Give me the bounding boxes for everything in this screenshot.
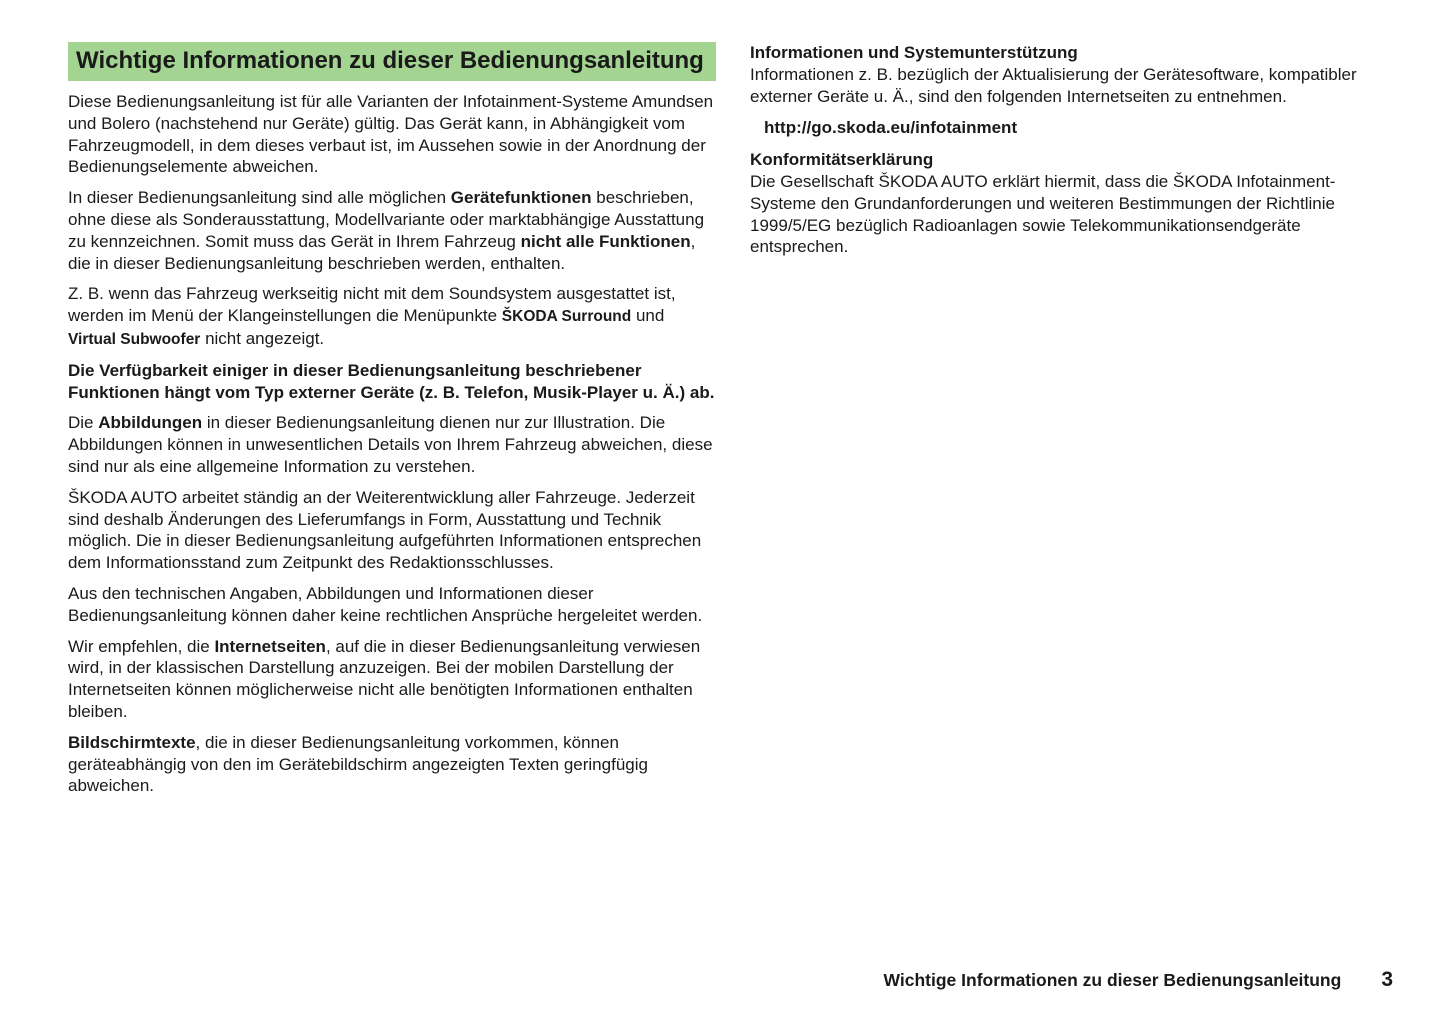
paragraph xyxy=(68,487,716,574)
page-footer xyxy=(884,968,1393,992)
text-segment: In dieser Bedienungsanleitung sind alle möglichen xyxy=(68,188,451,208)
text-segment: in dieser Bedienungsanleitung dienen nur zur Illustration. Die Abbildungen können in unwesentlichen Details von Ihrem Fahrzeug abweichen, diese sind nur als eine allgemeine Information zu verstehen. xyxy=(68,413,713,476)
text-segment: , die in dieser Bedienungsanleitung beschrieben werden, enthalten. xyxy=(68,231,696,273)
paragraph xyxy=(68,187,716,274)
text-segment: Aus den technischen Angaben, Abbildungen und Informationen dieser Bedienungsanleitung können daher keine rechtlichen Ansprüche hergeleitet werden. xyxy=(68,583,703,625)
paragraph xyxy=(68,636,716,723)
menu-item-text: Virtual Subwoofer xyxy=(68,330,201,348)
paragraph xyxy=(68,583,716,627)
text-segment: Diese Bedienungsanleitung ist für alle Varianten der Infotainment-Systeme Amundsen und Bolero (nachstehend nur Geräte) gültig. Das Gerät kann, in Abhängigkeit vom Fahrzeugmodell, in dem dieses verbaut ist, im Aussehen sowie in der Anordnung der Bedienungselemente abweichen. xyxy=(68,92,714,177)
text-segment: nicht angezeigt. xyxy=(200,328,325,348)
paragraph xyxy=(68,732,716,797)
page-title: Wichtige Informationen zu dieser Bedienungsanleitung xyxy=(76,47,704,74)
text-segment: , die in dieser Bedienungsanleitung vorkommen, können geräteabhängig von den im Gerätebildschirm angezeigten Texten geringfügig abweichen. xyxy=(68,732,648,796)
infotainment-link[interactable]: http://go.skoda.eu/infotainment xyxy=(764,118,1018,138)
bold-text: nicht alle Funktionen xyxy=(520,231,691,251)
text-segment: ŠKODA AUTO arbeitet ständig an der Weiterentwicklung aller Fahrzeuge. Jederzeit sind deshalb Änderungen des Lieferumfangs in Form, Ausstattung und Technik möglich. Die in dieser Bedienungsanleitung aufgeführten Informationen entsprechen dem Informationsstand zum Zeitpunkt des Redaktionsschlusses. xyxy=(68,487,702,573)
bold-text: Gerätefunktionen xyxy=(450,188,592,208)
text-segment: Wir empfehlen, die xyxy=(68,636,215,656)
paragraph xyxy=(68,283,716,350)
menu-item-text: ŠKODA Surround xyxy=(501,308,632,326)
right-column xyxy=(750,42,1395,268)
bold-text: Bildschirmtexte xyxy=(68,732,196,752)
page-number: 3 xyxy=(1381,968,1393,991)
bold-text: Die Verfügbarkeit einiger in dieser Bedienungsanleitung beschriebener Funktionen hängt vom Typ externer Geräte (z. B. Telefon, Musik-Player u. Ä.) ab. xyxy=(68,360,715,402)
conformity-text: Die Gesellschaft ŠKODA AUTO erklärt hiermit, dass die ŠKODA Infotainment-Systeme den Grundanforderungen und weiteren Bestimmungen der Richtlinie 1999/5/EG bezüglich Radioanlagen sowie Telekommunikationsendgeräte entsprechen. xyxy=(750,171,1336,257)
text-segment: , auf die in dieser Bedienungsanleitung verwiesen wird, in der klassischen Darstellung anzuzeigen. Bei der mobilen Darstellung der Internetseiten können möglicherweise nicht alle benötigten Informationen enthalten bleiben. xyxy=(68,636,701,721)
conformity-heading: Konformitätserklärung xyxy=(750,150,934,170)
footer-section-title: Wichtige Informationen zu dieser Bedienungsanleitung xyxy=(883,970,1342,990)
paragraph xyxy=(68,412,716,477)
bold-text: Internetseiten xyxy=(214,636,326,656)
body-text xyxy=(68,91,716,797)
left-column xyxy=(68,42,716,806)
paragraph xyxy=(68,360,716,404)
text-segment: Z. B. wenn das Fahrzeug werkseitig nicht mit dem Soundsystem ausgestattet ist, werden im Menü der Klangeinstellungen die Menüpunkte xyxy=(68,284,676,326)
info-heading: Informationen und Systemunterstützung xyxy=(750,43,1078,62)
paragraph xyxy=(68,91,716,178)
text-segment: Die xyxy=(68,413,99,433)
text-segment: und xyxy=(631,306,665,326)
bold-text: Abbildungen xyxy=(98,413,203,433)
info-text: Informationen z. B. bezüglich der Aktualisierung der Gerätesoftware, kompatibler externer Geräte u. Ä., sind den folgenden Internetseiten zu entnehmen. xyxy=(750,64,1357,106)
title-bar xyxy=(68,42,716,81)
text-segment: beschrieben, ohne diese als Sonderausstattung, Modellvariante oder marktabhängige Ausstattung zu kennzeichnen. Somit muss das Gerät in Ihrem Fahrzeug xyxy=(68,188,705,251)
